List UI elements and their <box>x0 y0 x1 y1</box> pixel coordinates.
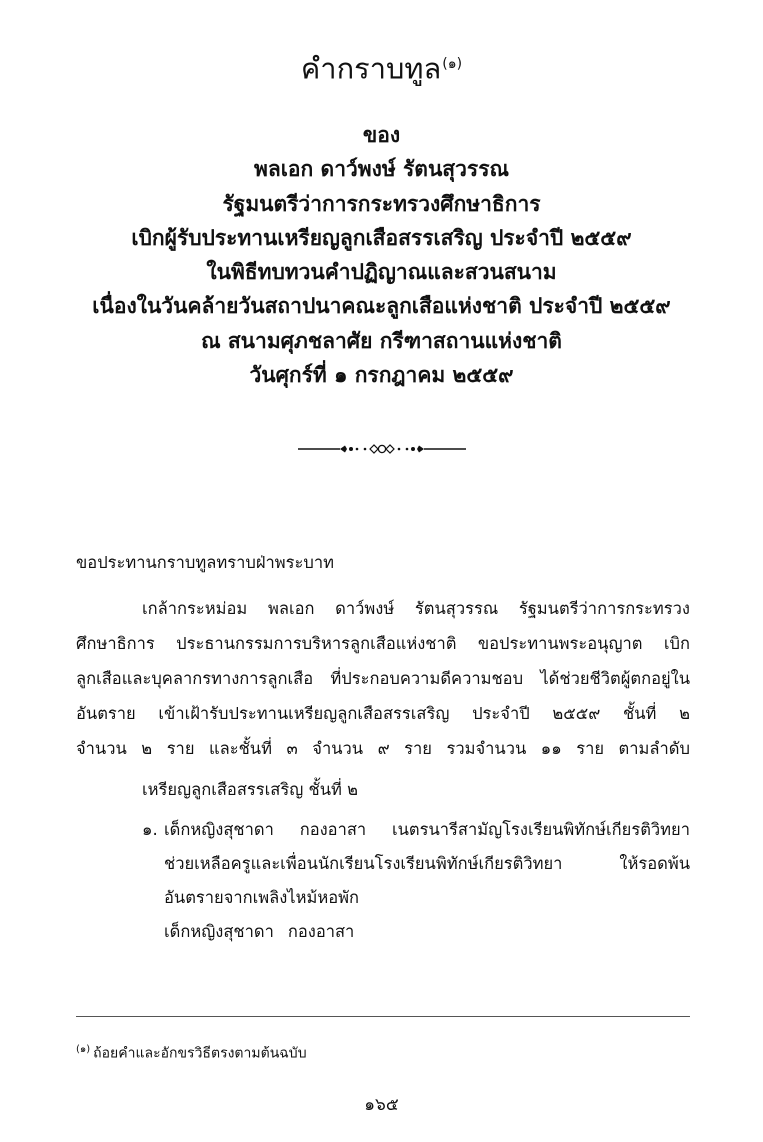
list-item-line <box>164 815 690 849</box>
word: อันตราย <box>76 704 136 723</box>
word: ประธานกรรมการบริหารลูกเสือแห่งชาติ <box>176 634 457 653</box>
word: ๒๕๕๙ <box>552 704 601 723</box>
paragraph-line <box>76 662 690 696</box>
footnote <box>76 1040 307 1064</box>
word: เด็กหญิงสุชาดา <box>164 922 274 941</box>
word: ๒ <box>679 704 690 723</box>
word: จำนวน <box>312 739 364 758</box>
paragraph-line <box>76 627 690 661</box>
word: ๙ <box>377 739 390 758</box>
footnote-divider <box>76 1016 690 1017</box>
word: รัฐมนตรีว่าการกระทรวง <box>518 599 690 618</box>
word: พลเอก <box>267 599 315 618</box>
word: อันตรายจากเพลิงไหม้หอพัก <box>164 888 360 907</box>
word: ช่วยเหลือครูและเพื่อนนักเรียนโรงเรียนพิทักษ์เกียรติวิทยา <box>164 854 563 873</box>
list-item-line <box>164 883 690 917</box>
word: ที่ประกอบความดีความชอบ <box>330 669 524 688</box>
page-title <box>0 44 763 89</box>
word: ได้ช่วยชีวิตผู้ตกอยู่ใน <box>540 669 690 688</box>
word: เบิก <box>663 634 690 653</box>
award-class-heading: เหรียญลูกเสือสรรเสริญ ชั้นที่ ๒ <box>142 780 358 799</box>
footnote-text: ถ้อยคำและอักขรวิธีตรงตามต้นฉบับ <box>93 1045 307 1062</box>
word: ๓ <box>286 739 298 758</box>
heading-line: รัฐมนตรีว่าการกระทรวงศึกษาธิการ <box>222 191 541 216</box>
word: ให้รอดพ้น <box>619 854 690 873</box>
word: เนตรนารีสามัญโรงเรียนพิทักษ์เกียรติวิทยา <box>392 820 690 839</box>
word: ๑๑ <box>540 739 562 758</box>
heading-line: พลเอก ดาว์พงษ์ รัตนสุวรรณ <box>254 157 509 182</box>
ornament-divider <box>294 439 470 459</box>
heading-line: เบิกผู้รับประทานเหรียญลูกเสือสรรเสริญ ประจำปี ๒๕๕๙ <box>131 225 632 250</box>
word: ลูกเสือและบุคลากรทางการลูกเสือ <box>76 669 314 688</box>
word: ขอประทานพระอนุญาต <box>477 634 643 653</box>
word: ราย <box>404 739 432 758</box>
word: และชั้นที่ <box>209 739 272 758</box>
title-footnote-mark: (๑) <box>442 56 463 72</box>
heading-block <box>0 118 763 392</box>
word: ศึกษาธิการ <box>76 634 155 653</box>
heading-line: วันศุกร์ที่ ๑ กรกฎาคม ๒๕๕๙ <box>249 363 514 388</box>
paragraph-line <box>76 732 690 766</box>
word: ดาว์พงษ์ <box>335 599 395 618</box>
heading-line: เนื่องในวันคล้ายวันสถาปนาคณะลูกเสือแห่งชาติ ประจำปี ๒๕๕๙ <box>92 294 671 319</box>
title-text: คำกราบทูล <box>300 51 442 86</box>
word: รัตนสุวรรณ <box>414 599 499 618</box>
word: จำนวน <box>76 739 127 758</box>
word: ประจำปี <box>472 704 530 723</box>
list-item-number: ๑. <box>142 820 158 839</box>
footnote-mark: (๑) <box>76 1044 91 1055</box>
word: เข้าเฝ้ารับประทานเหรียญลูกเสือสรรเสริญ <box>158 704 450 723</box>
word: ชั้นที่ <box>623 704 657 723</box>
word: กองอาสา <box>287 922 355 941</box>
word: ราย <box>576 739 605 758</box>
list-item-line <box>164 849 690 883</box>
salutation: ขอประทานกราบทูลทราบฝ่าพระบาท <box>76 553 335 572</box>
word: เกล้ากระหม่อม <box>142 599 248 618</box>
word: รวมจำนวน <box>446 739 527 758</box>
paragraph-line <box>76 697 690 731</box>
heading-line: ณ สนามศุภชลาศัย กรีฑาสถานแห่งชาติ <box>201 328 562 353</box>
heading-line: ของ <box>362 123 401 147</box>
list-item-line <box>164 917 690 951</box>
word: กองอาสา <box>299 820 367 839</box>
word: ๒ <box>141 739 153 758</box>
page-number: ๑๖๕ <box>364 1095 399 1115</box>
heading-line: ในพิธีทบทวนคำปฏิญาณและสวนสนาม <box>206 260 557 285</box>
word: ราย <box>166 739 195 758</box>
paragraph-line <box>142 592 690 626</box>
word: ตามลำดับ <box>618 739 690 758</box>
word: เด็กหญิงสุชาดา <box>164 820 274 839</box>
